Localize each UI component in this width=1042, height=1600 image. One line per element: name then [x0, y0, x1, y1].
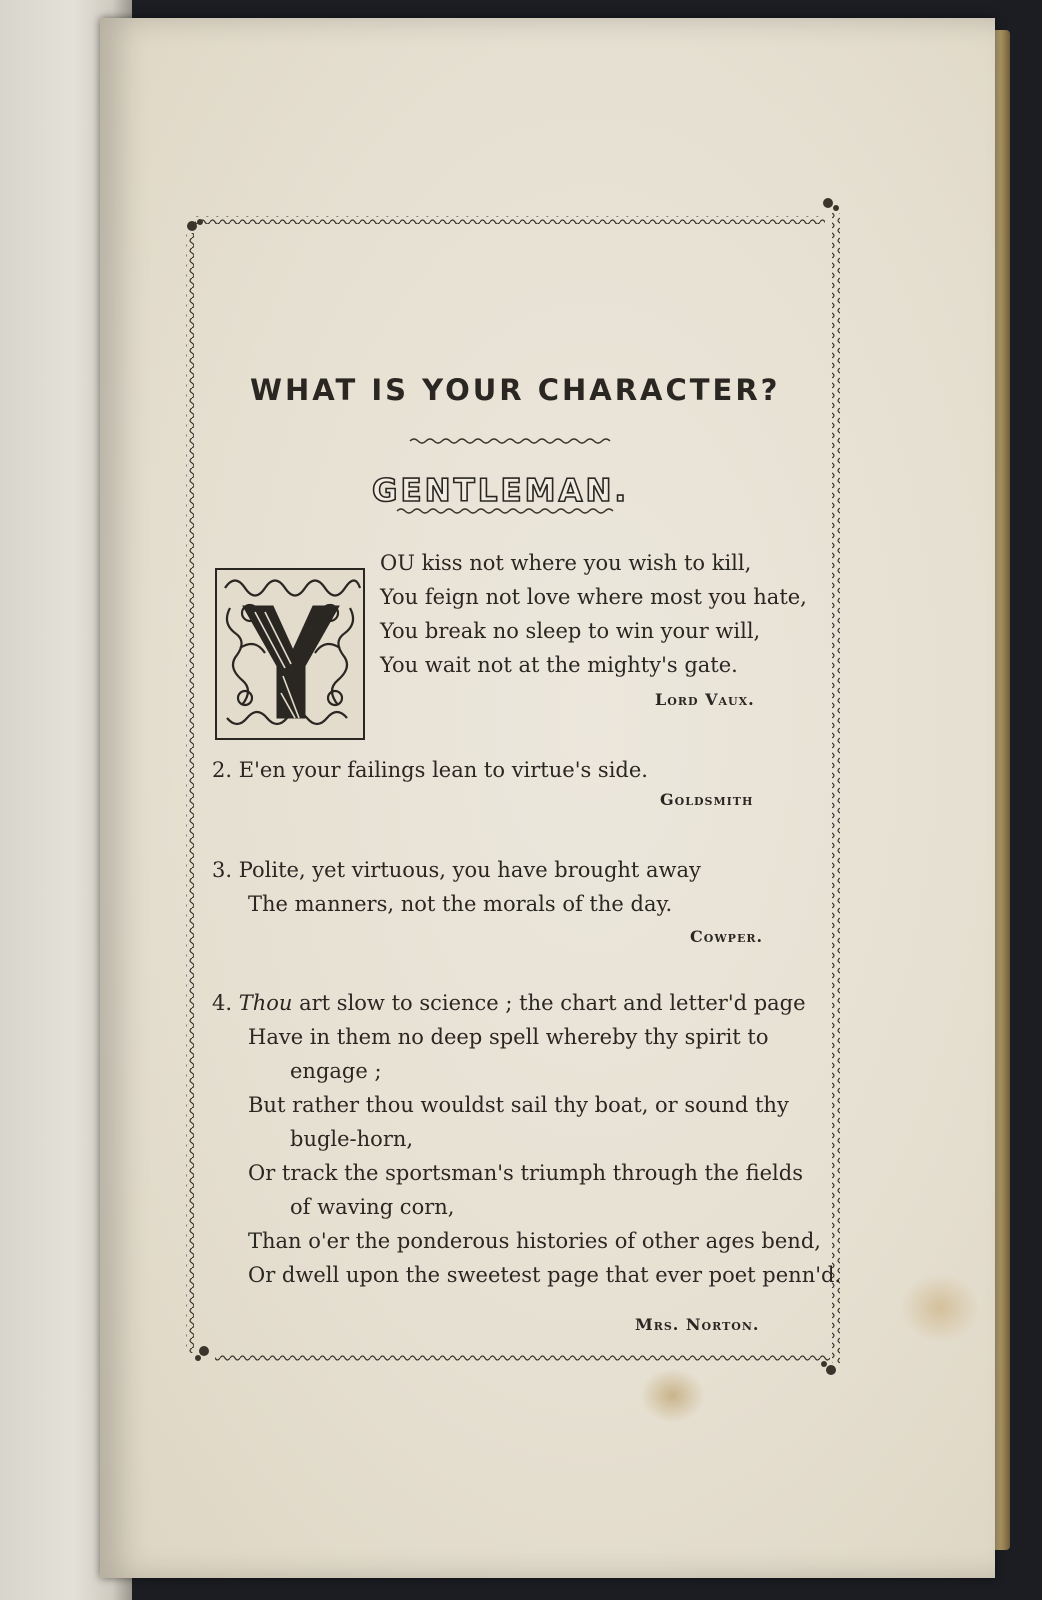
- quote-italic-word: Thou: [238, 991, 293, 1015]
- quote-author: Cowper.: [690, 927, 764, 946]
- quote-line: Or track the sportsman's triumph through the fields: [248, 1161, 803, 1185]
- quote-4: [212, 986, 842, 1292]
- quote-line: But rather thou wouldst sail thy boat, or sound thy: [248, 1093, 789, 1117]
- quote-number: 4.: [212, 991, 233, 1015]
- quote-line: Or dwell upon the sweetest page that ever poet penn'd.: [248, 1263, 842, 1287]
- quote-line: Polite, yet virtuous, you have brought away: [238, 858, 701, 882]
- quote-2: [212, 753, 648, 787]
- quote-line: E'en your failings lean to virtue's side.: [238, 758, 648, 782]
- quote-1: [380, 546, 807, 682]
- quote-author: Lord Vaux.: [655, 690, 755, 709]
- section-heading: GENTLEMAN.: [372, 473, 630, 509]
- quote-line: OU kiss not where you wish to kill,: [380, 551, 752, 575]
- quote-line: You wait not at the mighty's gate.: [380, 653, 738, 677]
- quote-3: [212, 853, 701, 921]
- quote-author: Mrs. Norton.: [635, 1315, 760, 1334]
- quote-line: Have in them no deep spell whereby thy spirit to: [248, 1025, 769, 1049]
- quote-line: Than o'er the ponderous histories of other ages bend,: [248, 1229, 821, 1253]
- quote-line: You feign not love where most you hate,: [380, 585, 807, 609]
- quote-number: 3.: [212, 858, 233, 882]
- quote-line: You break no sleep to win your will,: [380, 619, 761, 643]
- quote-line: The manners, not the morals of the day.: [248, 892, 673, 916]
- ornamental-initial-y-icon: [215, 568, 365, 740]
- quote-number: 2.: [212, 758, 233, 782]
- quote-author: Goldsmith: [660, 790, 754, 809]
- ornamental-border: [100, 18, 995, 1578]
- quote-line: of waving corn,: [290, 1195, 455, 1219]
- page-title: WHAT IS YOUR CHARACTER?: [250, 373, 781, 407]
- quote-line: art slow to science ; the chart and letter'd page: [292, 991, 806, 1015]
- quote-line: bugle-horn,: [290, 1127, 414, 1151]
- quote-line: engage ;: [290, 1059, 382, 1083]
- book-page: [100, 18, 995, 1578]
